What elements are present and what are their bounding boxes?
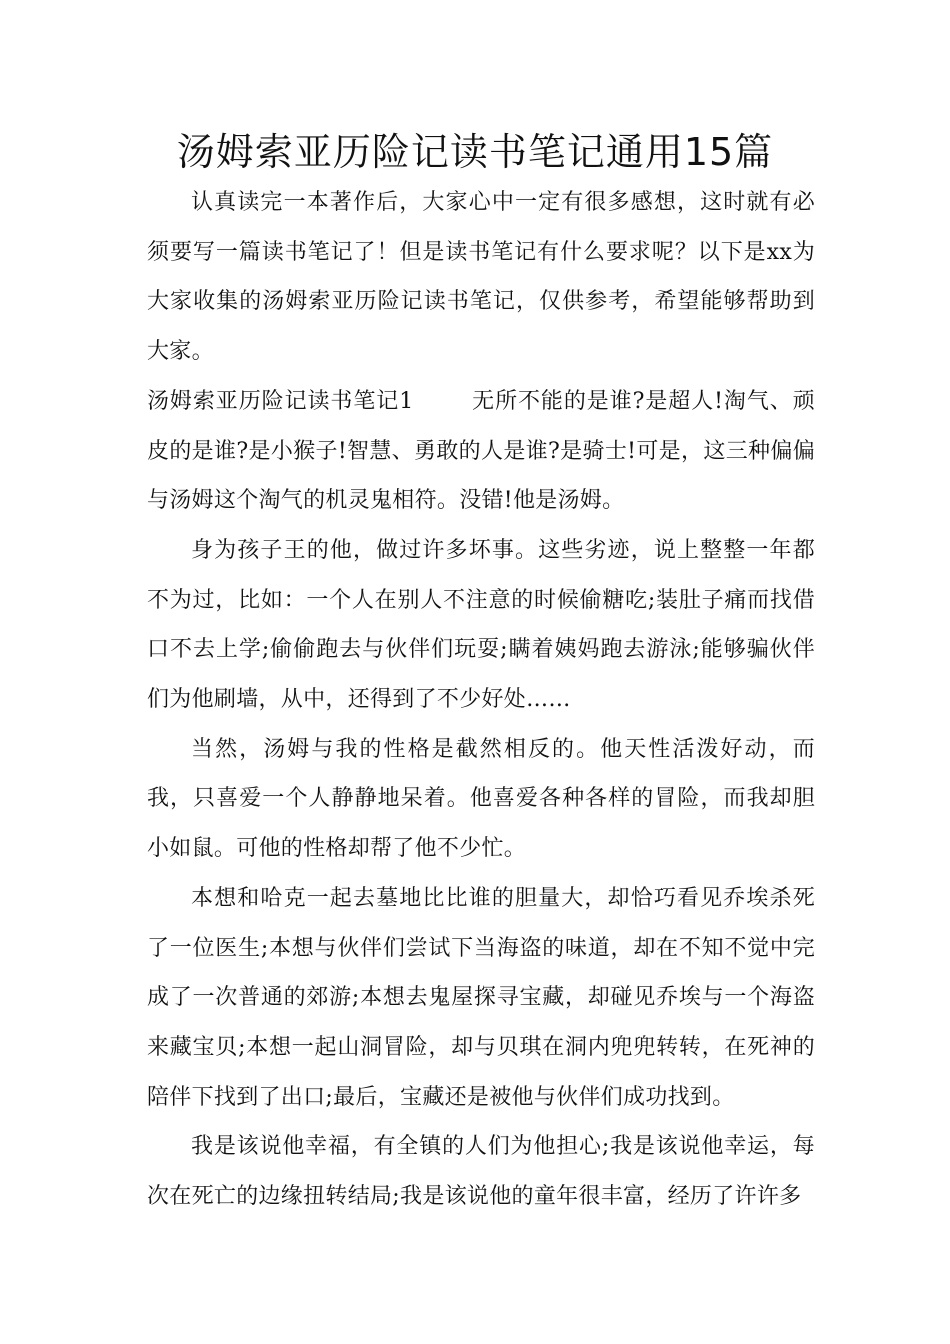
document-body bbox=[147, 178, 815, 1222]
section-heading: 汤姆索亚历险记读书笔记1 bbox=[147, 388, 414, 414]
paragraph: 本想和哈克一起去墓地比比谁的胆量大，却恰巧看见乔埃杀死了一位医生;本想与伙伴们尝试下当海盗的味道，却在不知不觉中完成了一次普通的郊游;本想去鬼屋探寻宝藏，却碰见乔埃与一个海盗来藏宝贝;本想一起山洞冒险，却与贝琪在洞内兜兜转转，在死神的陪伴下找到了出口;最后，宝藏还是被他与伙伴们成功找到。 bbox=[147, 885, 815, 1110]
intro-paragraph: 认真读完一本著作后，大家心中一定有很多感想，这时就有必须要写一篇读书笔记了！但是读书笔记有什么要求呢？以下是xx为大家收集的汤姆索亚历险记读书笔记，仅供参考，希望能够帮助到大家。 bbox=[147, 190, 815, 365]
paragraph: 身为孩子王的他，做过许多坏事。这些劣迹，说上整整一年都不为过，比如：一个人在别人不注意的时候偷糖吃;装肚子痛而找借口不去上学;偷偷跑去与伙伴们玩耍;瞒着姨妈跑去游泳;能够骗伙伴们为他刷墙，从中，还得到了不少好处…… bbox=[147, 537, 815, 713]
paragraph: 我是该说他幸福，有全镇的人们为他担心;我是该说他幸运，每次在死亡的边缘扭转结局;我是该说他的童年很丰富，经历了许许多 bbox=[147, 1134, 815, 1210]
paragraph: 当然，汤姆与我的性格是截然相反的。他天性活泼好动，而我，只喜爱一个人静静地呆着。他喜爱各种各样的冒险，而我却胆小如鼠。可他的性格却帮了他不少忙。 bbox=[147, 736, 815, 862]
document-title: 汤姆索亚历险记读书笔记通用15篇 bbox=[176, 130, 774, 174]
section-first-text: 无所不能的是谁?是超人!淘气、顽皮的是谁?是小猴子!智慧、勇敢的人是谁?是骑士!可是，这三种偏偏与汤姆这个淘气的机灵鬼相符。没错!他是汤姆。 bbox=[147, 388, 815, 514]
section-first-paragraph bbox=[147, 377, 815, 526]
